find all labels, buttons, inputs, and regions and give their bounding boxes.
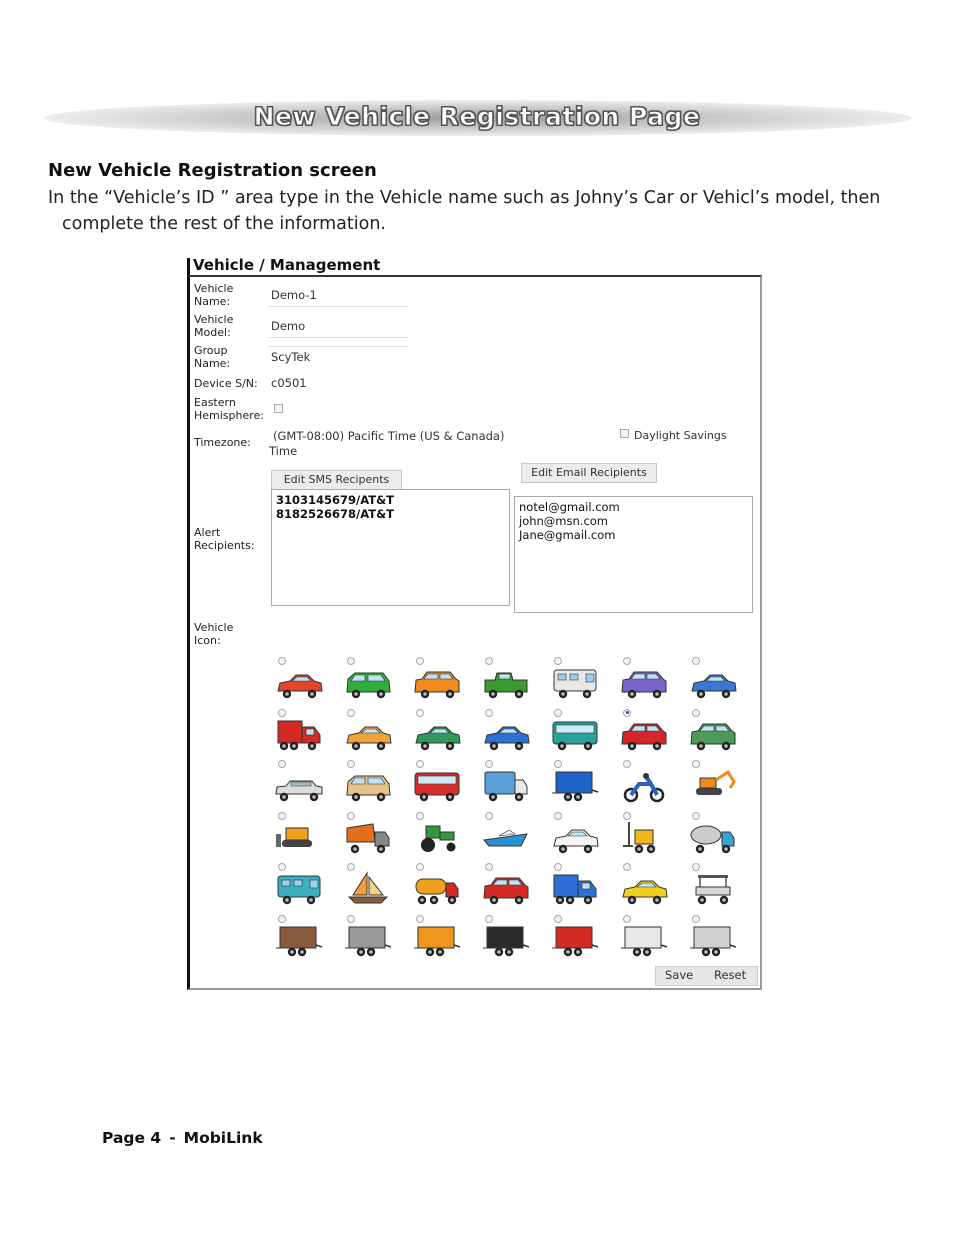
brown-trailer-icon[interactable] [274, 923, 324, 959]
vehicle-icon-option[interactable] [686, 861, 755, 913]
vehicle-icon-radio[interactable] [554, 863, 562, 871]
vehicle-icon-option[interactable] [686, 810, 755, 862]
vehicle-icon-radio[interactable] [692, 863, 700, 871]
vehicle-icon-radio[interactable] [554, 812, 562, 820]
group-name-label: Group Name: [194, 344, 231, 370]
group-name-field[interactable]: ScyTek [271, 350, 311, 364]
orange-excavator-icon[interactable] [688, 768, 738, 804]
daylight-savings-label: Daylight Savings [634, 429, 727, 442]
silver-trailer-icon[interactable] [688, 923, 738, 959]
section-heading: New Vehicle Registration screen [48, 160, 377, 181]
vehicle-icon-option[interactable] [272, 810, 341, 862]
vehicle-icon-radio[interactable] [485, 657, 493, 665]
vehicle-icon-option[interactable] [479, 707, 548, 759]
purple-wagon-icon[interactable] [619, 665, 669, 701]
orange-trailer-icon[interactable] [412, 923, 462, 959]
white-flatbed-trailer-icon[interactable] [619, 923, 669, 959]
vehicle-icon-radio[interactable] [623, 657, 631, 665]
vehicle-icon-radio[interactable] [416, 657, 424, 665]
vehicle-icon-radio[interactable] [554, 760, 562, 768]
green-tractor-icon[interactable] [412, 820, 462, 856]
vehicle-name-label: Vehicle Name: [194, 282, 234, 308]
red-trailer-icon[interactable] [550, 923, 600, 959]
vehicle-icon-radio[interactable] [623, 812, 631, 820]
vehicle-icon-option[interactable] [410, 655, 479, 707]
footer-separator: - [169, 1129, 176, 1147]
orange-suv-icon[interactable] [412, 665, 462, 701]
vehicle-icon-radio[interactable] [278, 760, 286, 768]
eastern-hemisphere-checkbox[interactable] [274, 404, 283, 413]
rv-camper-icon[interactable] [550, 665, 600, 701]
timezone-select[interactable]: (GMT-08:00) Pacific Time (US & Canada) [273, 429, 505, 443]
vehicle-icon-option[interactable] [617, 758, 686, 810]
timezone-label: Timezone: [194, 436, 251, 449]
teal-camper-icon[interactable] [274, 871, 324, 907]
tan-minivan-icon[interactable] [343, 768, 393, 804]
eastern-hemisphere-label: Eastern Hemisphere: [194, 396, 265, 422]
vehicle-icon-radio[interactable] [692, 657, 700, 665]
cement-mixer-icon[interactable] [688, 820, 738, 856]
vehicle-icon-option[interactable] [410, 707, 479, 759]
blue-cargo-trailer-icon[interactable] [550, 768, 600, 804]
vehicle-icon-radio[interactable] [485, 709, 493, 717]
email-recipient-item: john@msn.com [519, 514, 609, 528]
vehicle-icon-option[interactable] [686, 655, 755, 707]
green-bus-icon[interactable] [550, 717, 600, 753]
vehicle-icon-radio[interactable] [347, 812, 355, 820]
green-minivan-icon[interactable] [343, 665, 393, 701]
edit-sms-recipients-button[interactable]: Edit SMS Recipents [271, 470, 402, 490]
alert-recipients-label: Alert Recipients: [194, 526, 255, 552]
vehicle-icon-radio[interactable] [278, 657, 286, 665]
vehicle-icon-radio[interactable] [347, 863, 355, 871]
vehicle-icon-radio[interactable] [416, 709, 424, 717]
vehicle-icon-option[interactable] [341, 707, 410, 759]
device-sn-label: Device S/N: [194, 377, 258, 390]
dump-truck-icon[interactable] [343, 820, 393, 856]
green-jeep-icon[interactable] [481, 665, 531, 701]
orange-bulldozer-icon[interactable] [274, 820, 324, 856]
page-banner-title: New Vehicle Registration Page [253, 102, 701, 131]
blue-sports-car-icon[interactable] [481, 717, 531, 753]
orange-sedan-icon[interactable] [343, 717, 393, 753]
gray-trailer-icon[interactable] [343, 923, 393, 959]
red-semi-truck-icon[interactable] [274, 717, 324, 753]
sailboat-icon[interactable] [343, 871, 393, 907]
police-car-icon[interactable] [550, 820, 600, 856]
golf-cart-icon[interactable] [688, 871, 738, 907]
vehicle-icon-option[interactable] [479, 758, 548, 810]
vehicle-icon-radio[interactable] [485, 915, 493, 923]
vehicle-icon-option[interactable] [548, 913, 617, 965]
vehicle-icon-option[interactable] [341, 758, 410, 810]
page-number: Page 4 [102, 1129, 162, 1147]
vehicle-icon-option[interactable] [686, 758, 755, 810]
vehicle-icon-radio[interactable] [485, 760, 493, 768]
vehicle-icon-option[interactable] [686, 707, 755, 759]
save-button[interactable]: Save [665, 968, 694, 982]
vehicle-icon-option[interactable] [617, 861, 686, 913]
email-recipient-item: Jane@gmail.com [519, 528, 616, 542]
edit-email-recipients-button[interactable]: Edit Email Recipients [521, 463, 657, 483]
vehicle-icon-option[interactable] [410, 913, 479, 965]
vehicle-icon-option[interactable] [341, 655, 410, 707]
vehicle-model-field[interactable]: Demo [271, 319, 306, 333]
vehicle-icon-option[interactable] [341, 810, 410, 862]
vehicle-icon-option[interactable] [410, 810, 479, 862]
forklift-icon[interactable] [619, 820, 669, 856]
red-bus-icon[interactable] [412, 768, 462, 804]
reset-button[interactable]: Reset [714, 968, 747, 982]
vehicle-icon-grid [272, 655, 752, 965]
email-recipients-list[interactable] [514, 496, 753, 613]
vehicle-icon-radio[interactable] [416, 863, 424, 871]
vehicle-icon-radio[interactable] [416, 760, 424, 768]
email-recipient-item: notel@gmail.com [519, 500, 620, 514]
product-name: MobiLink [183, 1129, 263, 1147]
vehicle-icon-option[interactable] [341, 913, 410, 965]
vehicle-icon-radio[interactable] [278, 863, 286, 871]
vehicle-icon-radio[interactable] [278, 709, 286, 717]
red-suv-icon[interactable] [619, 717, 669, 753]
section-intro: In the “Vehicle’s ID ” area type in the Vehicle name such as Johny’s Car or Vehicl’s model, then complete the rest of the information. [48, 188, 881, 234]
vehicle-icon-radio[interactable] [692, 709, 700, 717]
vehicle-icon-option[interactable] [341, 861, 410, 913]
vehicle-icon-radio[interactable] [416, 812, 424, 820]
vehicle-icon-radio[interactable] [623, 915, 631, 923]
green-sedan-icon[interactable] [412, 717, 462, 753]
vehicle-icon-option[interactable] [272, 655, 341, 707]
vehicle-name-underline [268, 306, 408, 307]
vehicle-icon-option[interactable] [272, 913, 341, 965]
vehicle-icon-option[interactable] [479, 861, 548, 913]
timezone-select-continuation: Time [269, 444, 298, 458]
vehicle-icon-radio[interactable] [416, 915, 424, 923]
red-tow-truck-icon[interactable] [481, 871, 531, 907]
vehicle-icon-option[interactable] [548, 707, 617, 759]
white-limousine-icon[interactable] [274, 768, 324, 804]
blue-motorcycle-icon[interactable] [619, 768, 669, 804]
vehicle-icon-radio[interactable] [554, 657, 562, 665]
black-trailer-icon[interactable] [481, 923, 531, 959]
speed-boat-icon[interactable] [481, 820, 531, 856]
vehicle-icon-option[interactable] [548, 810, 617, 862]
vehicle-icon-radio[interactable] [623, 760, 631, 768]
green-pickup-icon[interactable] [688, 717, 738, 753]
vehicle-icon-option[interactable] [272, 707, 341, 759]
vehicle-icon-radio[interactable] [692, 915, 700, 923]
vehicle-model-underline [268, 337, 408, 338]
vehicle-icon-option[interactable] [410, 861, 479, 913]
vehicle-icon-radio[interactable] [278, 812, 286, 820]
vehicle-icon-option[interactable] [479, 913, 548, 965]
panel-title: Vehicle / Management [193, 256, 381, 274]
vehicle-icon-radio[interactable] [692, 760, 700, 768]
vehicle-icon-option[interactable] [617, 707, 686, 759]
yellow-taxi-icon[interactable] [619, 871, 669, 907]
vehicle-icon-option[interactable] [548, 655, 617, 707]
vehicle-icon-radio[interactable] [347, 657, 355, 665]
vehicle-icon-radio[interactable] [347, 760, 355, 768]
vehicle-icon-radio[interactable] [692, 812, 700, 820]
vehicle-icon-radio[interactable] [623, 863, 631, 871]
vehicle-icon-option[interactable] [479, 810, 548, 862]
vehicle-icon-option[interactable] [410, 758, 479, 810]
vehicle-icon-radio[interactable] [278, 915, 286, 923]
blue-beetle-icon[interactable] [688, 665, 738, 701]
vehicle-icon-option[interactable] [272, 861, 341, 913]
red-sports-car-icon[interactable] [274, 665, 324, 701]
vehicle-icon-option[interactable] [617, 655, 686, 707]
blue-tractor-truck-icon[interactable] [550, 871, 600, 907]
vehicle-icon-radio[interactable] [347, 915, 355, 923]
vehicle-icon-option[interactable] [617, 913, 686, 965]
sms-recipient-item: 8182526678/AT&T [276, 507, 394, 521]
vehicle-name-field[interactable]: Demo-1 [271, 288, 317, 302]
device-sn-field[interactable]: c0501 [271, 376, 307, 390]
vehicle-model-label: Vehicle Model: [194, 313, 234, 339]
vehicle-icon-option[interactable] [548, 758, 617, 810]
vehicle-icon-option[interactable] [272, 758, 341, 810]
blue-box-truck-icon[interactable] [481, 768, 531, 804]
vehicle-icon-radio[interactable] [485, 812, 493, 820]
vehicle-icon-radio[interactable] [347, 709, 355, 717]
page-footer [102, 1129, 263, 1147]
sms-recipients-list[interactable] [271, 489, 510, 606]
vehicle-icon-label: Vehicle Icon: [194, 621, 234, 647]
group-name-underline [268, 346, 408, 347]
vehicle-icon-option[interactable] [617, 810, 686, 862]
vehicle-icon-radio[interactable] [554, 709, 562, 717]
tanker-truck-icon[interactable] [412, 871, 462, 907]
daylight-savings-checkbox[interactable] [620, 429, 629, 438]
vehicle-icon-option[interactable] [686, 913, 755, 965]
vehicle-icon-radio[interactable] [623, 709, 631, 717]
vehicle-icon-radio[interactable] [485, 863, 493, 871]
vehicle-icon-option[interactable] [548, 861, 617, 913]
sms-recipient-item: 3103145679/AT&T [276, 493, 394, 507]
vehicle-icon-radio[interactable] [554, 915, 562, 923]
vehicle-icon-option[interactable] [479, 655, 548, 707]
